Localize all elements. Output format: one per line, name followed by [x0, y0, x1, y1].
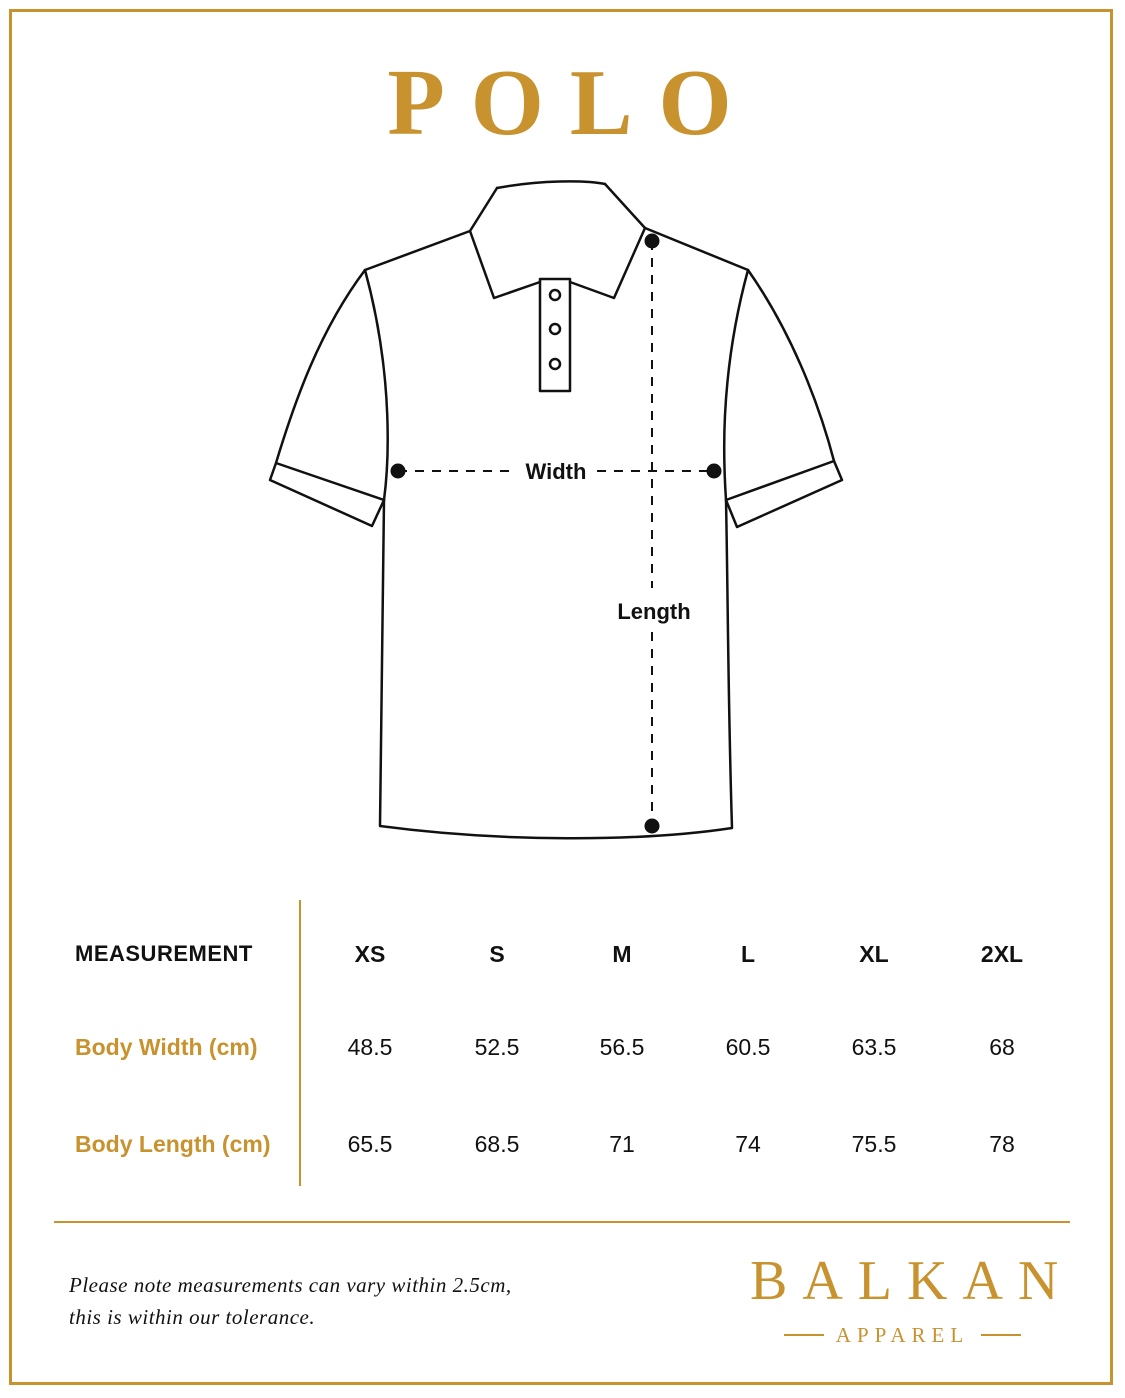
width-point-left — [391, 464, 406, 479]
row-label-body-width: Body Width (cm) — [75, 1034, 258, 1060]
table-cell: 63.5 — [851, 1034, 897, 1060]
brand-logo-tagline — [775, 1322, 1030, 1348]
table-cell: 60.5 — [725, 1034, 771, 1060]
collar-left-outline — [470, 188, 540, 298]
length-point-top — [645, 234, 660, 249]
collar-right-outline — [570, 184, 645, 298]
size-header-s: S — [489, 941, 505, 967]
measurement-header: MEASUREMENT — [75, 941, 253, 966]
size-header-2xl: 2XL — [980, 941, 1024, 967]
right-sleeve-outline — [726, 270, 834, 500]
size-header-l: L — [740, 941, 756, 967]
table-cell: 52.5 — [474, 1034, 520, 1060]
brand-logo-name: BALKAN — [750, 1250, 1074, 1312]
row-label-body-length: Body Length (cm) — [75, 1131, 271, 1157]
collar-band-outline — [497, 181, 605, 188]
tolerance-note-line-1: Please note measurements can vary within 2.5cm, — [69, 1273, 512, 1297]
table-cell: 68.5 — [474, 1131, 520, 1157]
tagline-dash-left — [784, 1334, 824, 1336]
page-title: POLO — [387, 51, 758, 155]
tagline-dash-right — [981, 1334, 1021, 1336]
width-label: Width — [525, 459, 587, 484]
table-cell: 48.5 — [347, 1034, 393, 1060]
shirt-body-outline — [365, 228, 748, 838]
length-label: Length — [617, 599, 691, 624]
size-header-m: M — [612, 941, 632, 967]
size-header-xl: XL — [859, 941, 889, 967]
button-icon — [550, 290, 560, 300]
footer-divider — [54, 1221, 1070, 1223]
tolerance-note-line-2: this is within our tolerance. — [69, 1305, 316, 1329]
table-cell: 78 — [989, 1131, 1015, 1157]
size-header-xs: XS — [354, 941, 386, 967]
left-sleeve-outline — [276, 270, 384, 500]
table-divider — [299, 900, 301, 1186]
length-point-bottom — [645, 819, 660, 834]
table-cell: 68 — [989, 1034, 1015, 1060]
table-cell: 65.5 — [347, 1131, 393, 1157]
table-cell: 71 — [609, 1131, 635, 1157]
button-icon — [550, 324, 560, 334]
tagline-text: APPAREL — [835, 1322, 970, 1347]
width-point-right — [707, 464, 722, 479]
table-cell: 75.5 — [851, 1131, 897, 1157]
table-cell: 56.5 — [599, 1034, 645, 1060]
table-cell: 74 — [735, 1131, 761, 1157]
button-icon — [550, 359, 560, 369]
